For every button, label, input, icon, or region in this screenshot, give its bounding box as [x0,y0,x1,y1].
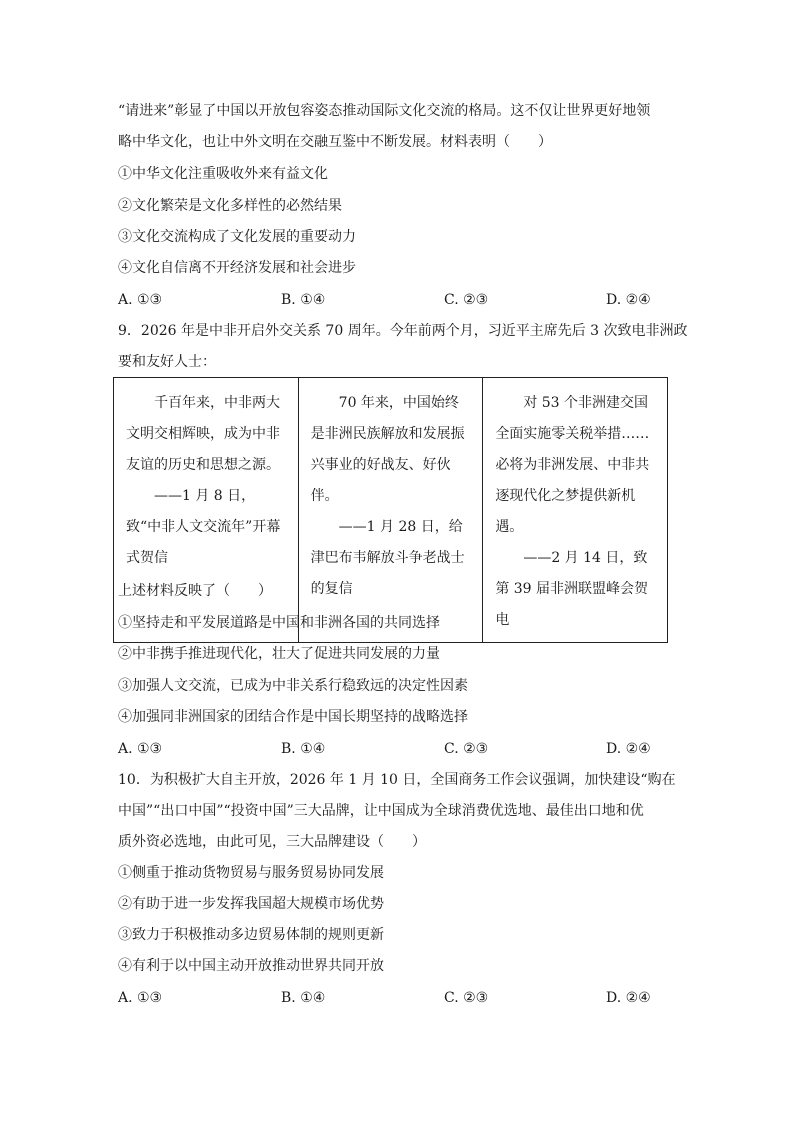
q9-option-b[interactable]: B. ①④ [281,741,326,757]
q9-stem-line-1: 9．2026 年是中非开启外交关系 70 周年。今年前两个月，习近平主席先后 3 次致电非洲政 [118,323,688,339]
q9-statement-3: ③加强人文交流，已成为中非关系行稳致远的决定性因素 [118,678,468,694]
q10-option-d[interactable]: D. ②④ [606,990,651,1006]
quote-cell-1 [114,378,299,643]
q8-option-a[interactable]: A. ①③ [118,292,163,308]
q8-option-c[interactable]: C. ②③ [444,292,489,308]
quote-cell-2 [298,378,483,643]
quote-source-3: ——2 月 14 日，致第 39 届非洲联盟峰会贺电 [495,550,649,628]
q8-option-d[interactable]: D. ②④ [606,292,651,308]
q9-statement-2: ②中非携手推进现代化，壮大了促进共同发展的力量 [118,646,440,662]
q8-statement-4: ④文化自信离不开经济发展和社会进步 [118,260,356,276]
q9-statement-4: ④加强同非洲国家的团结合作是中国长期坚持的战略选择 [118,709,468,725]
q10-option-a[interactable]: A. ①③ [118,990,163,1006]
q10-options [118,988,658,1008]
quote-text-1: 千百年来，中非两大文明交相辉映，成为中非友谊的历史和思想之源。 [126,395,280,473]
q10-statement-2: ②有助于进一步发挥我国超大规模市场优势 [118,896,384,912]
quote-source-1: ——1 月 8 日，致“中非人文交流年”开幕式贺信 [126,488,281,566]
q8-options [118,290,658,310]
quote-text-3: 对 53 个非洲建交国全面实施零关税举措……必将为非洲发展、中非共逐现代化之梦提供新机遇。 [495,395,650,535]
table-row [114,378,668,643]
q10-stem-line-1: 10．为积极扩大自主开放，2026 年 1 月 10 日，全国商务工作会议强调，加快建设“购在 [118,772,676,788]
q10-statement-1: ①侧重于推动货物贸易与服务贸易协同发展 [118,865,384,881]
q9-option-a[interactable]: A. ①③ [118,741,163,757]
q10-option-b[interactable]: B. ①④ [281,990,326,1006]
q8-statement-2: ②文化繁荣是文化多样性的必然结果 [118,198,342,214]
q10-stem-line-2: 中国”“出口中国”“投资中国”三大品牌，让中国成为全球消费优选地、最佳出口地和优 [118,803,644,819]
q8-intro-line-2: 略中华文化，也让中外文明在交融互鉴中不断发展。材料表明（ ） [118,134,552,150]
q10-statement-4: ④有利于以中国主动开放推动世界共同开放 [118,958,384,974]
q10-statement-3: ③致力于积极推动多边贸易体制的规则更新 [118,927,384,943]
q8-statement-1: ①中华文化注重吸收外来有益文化 [118,166,328,182]
q9-prompt: 上述材料反映了（ ） [118,583,272,599]
quote-text-2: 70 年来，中国始终是非洲民族解放和发展振兴事业的好战友、好伙伴。 [310,395,465,504]
q9-option-d[interactable]: D. ②④ [606,741,651,757]
q8-statement-3: ③文化交流构成了文化发展的重要动力 [118,229,356,245]
q9-option-c[interactable]: C. ②③ [444,741,489,757]
q9-statement-1: ①坚持走和平发展道路是中国和非洲各国的共同选择 [118,615,440,631]
quote-cell-3 [483,378,668,643]
q8-option-b[interactable]: B. ①④ [281,292,326,308]
q10-stem-line-3: 质外资必选地，由此可见，三大品牌建设（ ） [118,834,426,850]
quote-source-2: ——1 月 28 日，给津巴布韦解放斗争老战士的复信 [310,519,465,597]
q10-option-c[interactable]: C. ②③ [444,990,489,1006]
q9-quotes-table [113,377,668,643]
q9-options [118,739,658,759]
q8-intro-line-1: “请进来”彰显了中国以开放包容姿态推动国际文化交流的格局。这不仅让世界更好地领 [118,103,651,119]
q9-stem-line-2: 要和友好人士： [118,354,216,370]
